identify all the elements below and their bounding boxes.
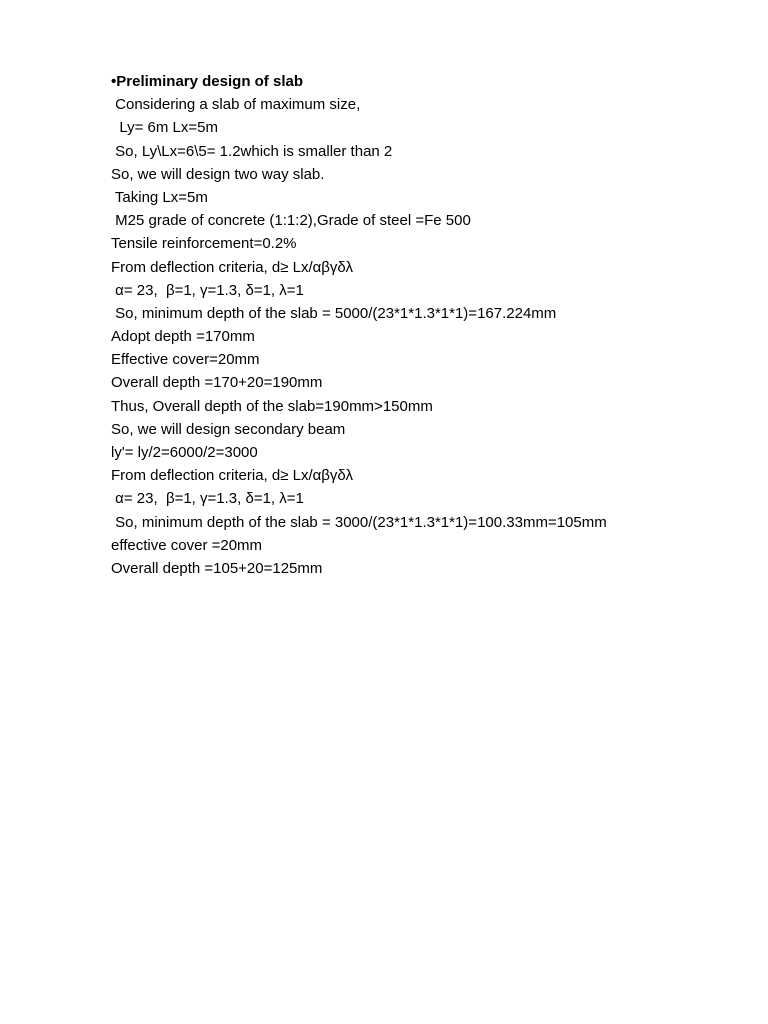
text-line: Thus, Overall depth of the slab=190mm>150mm bbox=[111, 397, 433, 415]
text-line: Taking Lx=5m bbox=[111, 188, 208, 206]
text-line: From deflection criteria, d≥ Lx/αβγδλ bbox=[111, 258, 353, 276]
text-line: From deflection criteria, d≥ Lx/αβγδλ bbox=[111, 467, 353, 485]
text-line: Ly= 6m Lx=5m bbox=[111, 119, 218, 137]
text-line: M25 grade of concrete (1:1:2),Grade of steel =Fe 500 bbox=[111, 212, 471, 230]
text-line: Tensile reinforcement=0.2% bbox=[111, 235, 297, 253]
text-line: So, Ly\Lx=6\5= 1.2which is smaller than 2 bbox=[111, 142, 393, 160]
text-line: Considering a slab of maximum size, bbox=[111, 96, 361, 114]
text-line: Effective cover=20mm bbox=[111, 351, 260, 369]
bullet: • bbox=[111, 73, 117, 90]
section-heading bbox=[111, 70, 731, 93]
text-line: Overall depth =170+20=190mm bbox=[111, 374, 323, 392]
document-body bbox=[111, 70, 731, 580]
text-line: So, minimum depth of the slab = 5000/(23*1*1.3*1*1)=167.224mm bbox=[111, 304, 557, 322]
text-line: Overall depth =105+20=125mm bbox=[111, 559, 323, 577]
text-line: α= 23, β=1, γ=1.3, δ=1, λ=1 bbox=[111, 490, 304, 508]
text-line: effective cover =20mm bbox=[111, 536, 263, 554]
text-line: Adopt depth =170mm bbox=[111, 328, 255, 346]
text-line: α= 23, β=1, γ=1.3, δ=1, λ=1 bbox=[111, 281, 304, 299]
heading-text: Preliminary design of slab bbox=[116, 73, 303, 90]
text-line: So, minimum depth of the slab = 3000/(23*1*1.3*1*1)=100.33mm=105mm bbox=[111, 513, 607, 531]
text-line: So, we will design secondary beam bbox=[111, 420, 346, 438]
text-line: So, we will design two way slab. bbox=[111, 165, 325, 183]
text-line: ly'= ly/2=6000/2=3000 bbox=[111, 444, 258, 461]
